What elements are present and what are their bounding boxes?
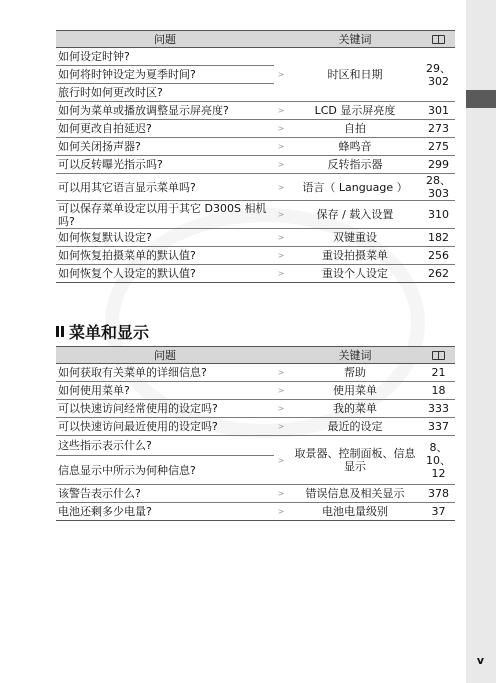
keyword-link[interactable]: 错误信息及相关显示	[288, 485, 422, 503]
table-row	[56, 503, 455, 521]
question-cell: 可以反转曝光指示吗?	[56, 156, 274, 174]
question-cell: 如何设定时钟?	[56, 48, 274, 66]
page-ref[interactable]: 299	[422, 156, 455, 174]
arrow-icon: >	[274, 265, 288, 283]
page-number: v	[476, 654, 484, 667]
section-marker-icon	[61, 326, 64, 337]
section-title-text: 菜单和显示	[69, 323, 150, 342]
page-ref[interactable]: 310	[422, 201, 455, 229]
page-ref[interactable]: 29、302	[422, 48, 455, 102]
question-cell: 可以快速访问最近使用的设定吗?	[56, 418, 274, 436]
keyword-link[interactable]: 使用菜单	[288, 382, 422, 400]
table-row	[56, 436, 455, 456]
section-marker-icon	[56, 326, 59, 337]
question-cell: 可以用其它语言显示菜单吗?	[56, 174, 274, 201]
table-row	[56, 400, 455, 418]
arrow-icon: >	[274, 503, 288, 521]
question-cell: 电池还剩多少电量?	[56, 503, 274, 521]
question-cell: 如何恢复默认设定?	[56, 229, 274, 247]
keyword-link[interactable]: 我的菜单	[288, 400, 422, 418]
question-cell: 可以快速访问经常使用的设定吗?	[56, 400, 274, 418]
faq-table-settings	[56, 30, 455, 283]
question-cell: 如何更改自拍延迟?	[56, 120, 274, 138]
book-icon	[432, 351, 445, 360]
page-ref[interactable]: 262	[422, 265, 455, 283]
table-row	[56, 102, 455, 120]
arrow-icon: >	[274, 418, 288, 436]
question-cell: 如何关闭扬声器?	[56, 138, 274, 156]
arrow-icon: >	[274, 174, 288, 201]
keyword-link[interactable]: 语言（ Language ）	[288, 174, 422, 201]
page-ref[interactable]: 378	[422, 485, 455, 503]
keyword-link[interactable]: 时区和日期	[288, 48, 422, 102]
table-row	[56, 229, 455, 247]
keyword-link[interactable]: 保存 / 载入设置	[288, 201, 422, 229]
page-ref[interactable]: 28、303	[422, 174, 455, 201]
keyword-link[interactable]: 双键重设	[288, 229, 422, 247]
table-row	[56, 48, 455, 66]
question-cell: 信息显示中所示为何种信息?	[56, 456, 274, 485]
table-row	[56, 382, 455, 400]
question-cell: 这些指示表示什么?	[56, 436, 274, 456]
page-ref[interactable]: 275	[422, 138, 455, 156]
page-ref[interactable]: 21	[422, 364, 455, 382]
arrow-icon: >	[274, 485, 288, 503]
arrow-icon: >	[274, 102, 288, 120]
table-header	[56, 31, 455, 48]
question-cell: 如何使用菜单?	[56, 382, 274, 400]
chapter-tab	[466, 90, 496, 108]
header-keyword: 关键词	[288, 31, 422, 48]
page-ref[interactable]: 337	[422, 418, 455, 436]
question-cell: 该警告表示什么?	[56, 485, 274, 503]
table-row	[56, 485, 455, 503]
table-row	[56, 120, 455, 138]
header-arrow	[274, 347, 288, 364]
keyword-link[interactable]: 重设个人设定	[288, 265, 422, 283]
arrow-icon: >	[274, 247, 288, 265]
question-cell: 旅行时如何更改时区?	[56, 84, 274, 102]
question-cell: 如何将时钟设定为夏季时间?	[56, 66, 274, 84]
keyword-link[interactable]: 帮助	[288, 364, 422, 382]
page-ref[interactable]: 8、10、12	[422, 436, 455, 485]
arrow-icon: >	[274, 138, 288, 156]
page-ref[interactable]: 182	[422, 229, 455, 247]
page-ref[interactable]: 256	[422, 247, 455, 265]
header-question: 问题	[56, 347, 274, 364]
page-ref[interactable]: 18	[422, 382, 455, 400]
keyword-link[interactable]: 蜂鸣音	[288, 138, 422, 156]
arrow-icon: >	[274, 364, 288, 382]
header-page	[422, 31, 455, 48]
keyword-link[interactable]: 反转指示器	[288, 156, 422, 174]
table-row	[56, 247, 455, 265]
question-cell: 如何恢复个人设定的默认值?	[56, 265, 274, 283]
question-cell: 可以保存菜单设定以用于其它 D300S 相机吗?	[56, 201, 274, 229]
keyword-link[interactable]: 最近的设定	[288, 418, 422, 436]
question-cell: 如何获取有关菜单的详细信息?	[56, 364, 274, 382]
page-ref[interactable]: 333	[422, 400, 455, 418]
arrow-icon: >	[274, 436, 288, 485]
arrow-icon: >	[274, 120, 288, 138]
arrow-icon: >	[274, 229, 288, 247]
page-ref[interactable]: 301	[422, 102, 455, 120]
faq-table-menus	[56, 346, 455, 521]
arrow-icon: >	[274, 156, 288, 174]
keyword-link[interactable]: 取景器、控制面板、信息显示	[288, 436, 422, 485]
arrow-icon: >	[274, 48, 288, 102]
table-row	[56, 138, 455, 156]
keyword-link[interactable]: 重设拍摄菜单	[288, 247, 422, 265]
table-row	[56, 364, 455, 382]
table-row	[56, 418, 455, 436]
question-cell: 如何恢复拍摄菜单的默认值?	[56, 247, 274, 265]
header-arrow	[274, 31, 288, 48]
header-keyword: 关键词	[288, 347, 422, 364]
header-page	[422, 347, 455, 364]
keyword-link[interactable]: 自拍	[288, 120, 422, 138]
table-header	[56, 347, 455, 364]
header-question: 问题	[56, 31, 274, 48]
page-ref[interactable]: 273	[422, 120, 455, 138]
table-row	[56, 174, 455, 201]
table-row	[56, 265, 455, 283]
keyword-link[interactable]: LCD 显示屏亮度	[288, 102, 422, 120]
page-ref[interactable]: 37	[422, 503, 455, 521]
arrow-icon: >	[274, 201, 288, 229]
arrow-icon: >	[274, 400, 288, 418]
keyword-link[interactable]: 电池电量级别	[288, 503, 422, 521]
table-row	[56, 201, 455, 229]
arrow-icon: >	[274, 382, 288, 400]
section-title	[56, 320, 149, 343]
table-row	[56, 156, 455, 174]
book-icon	[432, 35, 445, 44]
question-cell: 如何为菜单或播放调整显示屏亮度?	[56, 102, 274, 120]
